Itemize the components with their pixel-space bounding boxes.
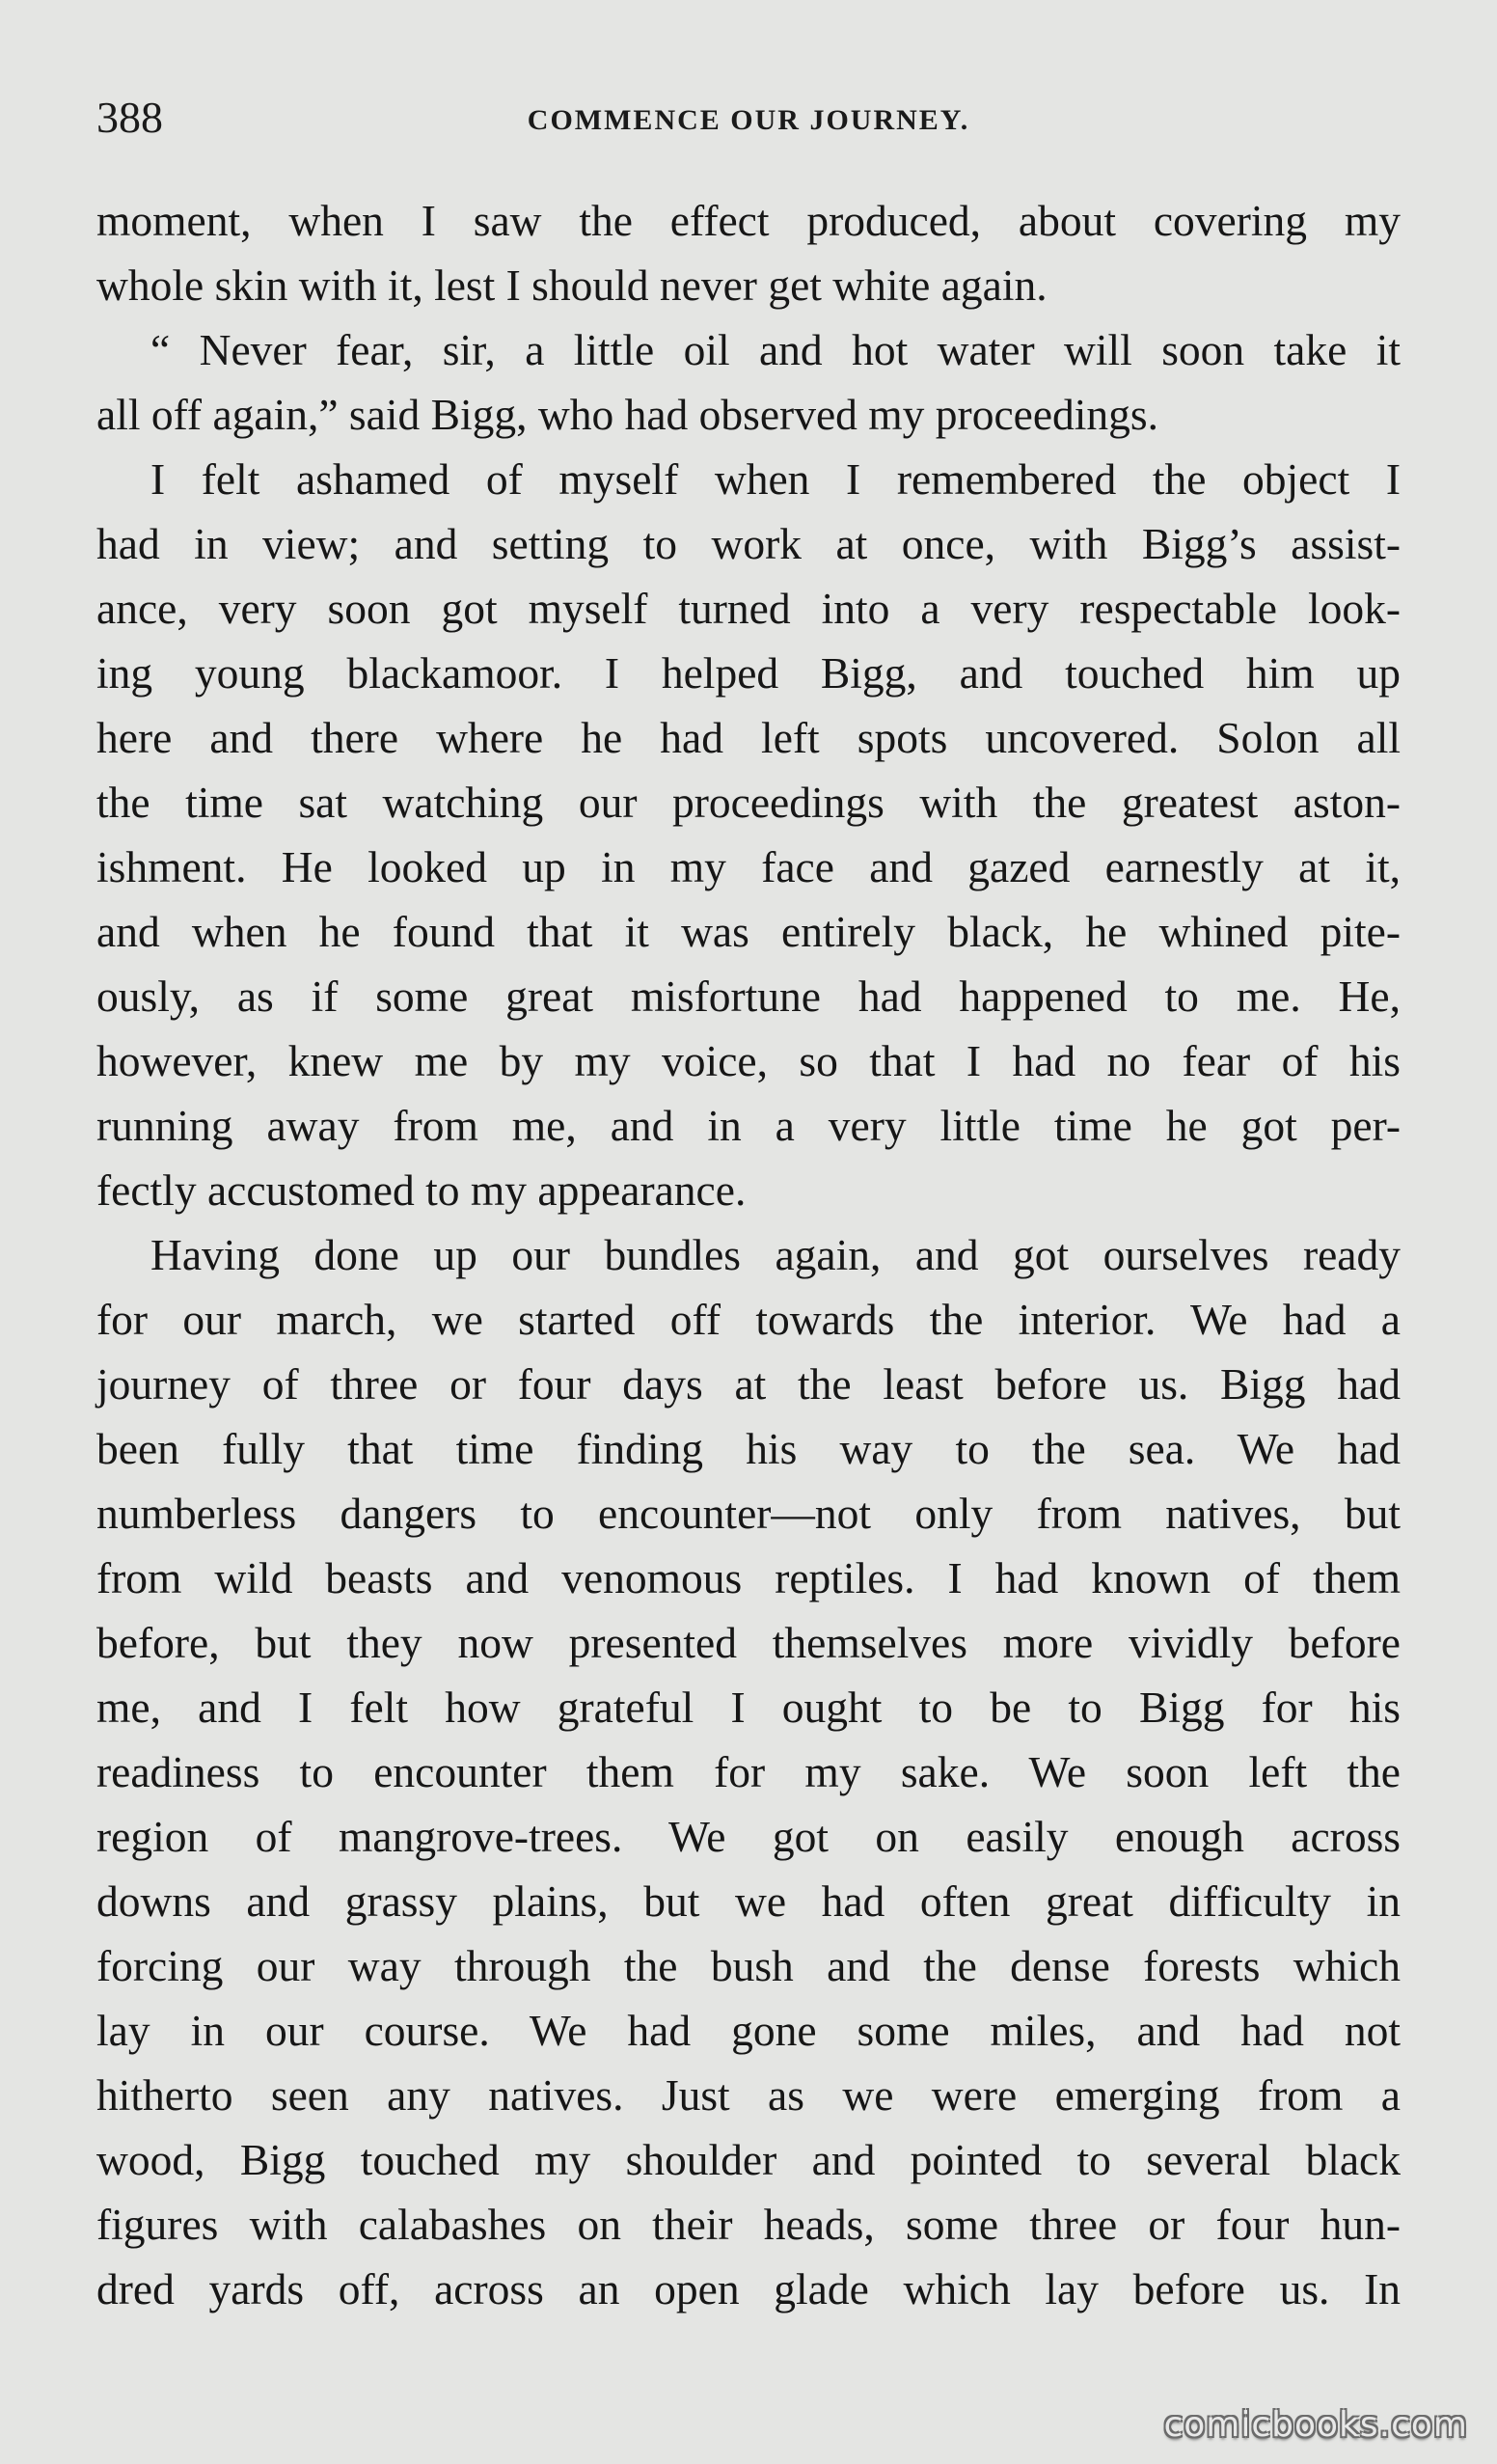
- text-line: Having done up our bundles again, and got ourselves ready: [150, 1230, 1401, 1279]
- text-line: wood, Bigg touched my shoulder and pointed to several black: [96, 2135, 1401, 2184]
- text-line: ishment. He looked up in my face and gazed earnestly at it,: [96, 842, 1401, 891]
- text-line: me, and I felt how grateful I ought to be to Bigg for his: [96, 1683, 1401, 1732]
- text-line: here and there where he had left spots uncovered. Solon all: [96, 713, 1401, 762]
- text-line: ing young blackamoor. I helped Bigg, and touched him up: [96, 648, 1401, 698]
- text-line: downs and grassy plains, but we had often great difficulty in: [96, 1876, 1401, 1926]
- paragraph: [96, 188, 1401, 317]
- text-line: numberless dangers to encounter—not only from natives, but: [96, 1489, 1401, 1538]
- text-line: hitherto seen any natives. Just as we were emerging from a: [96, 2070, 1401, 2120]
- paragraph: [96, 447, 1401, 1222]
- text-line: region of mangrove-trees. We got on easily enough across: [96, 1812, 1401, 1861]
- text-line: ance, very soon got myself turned into a very respectable look-: [96, 584, 1401, 633]
- text-line: journey of three or four days at the least before us. Bigg had: [96, 1359, 1401, 1409]
- text-line: dred yards off, across an open glade which lay before us. In: [96, 2264, 1401, 2313]
- text-line: the time sat watching our proceedings with the greatest aston-: [96, 778, 1401, 827]
- page-header: [96, 89, 1401, 156]
- text-line: I felt ashamed of myself when I remembered the object I: [150, 454, 1401, 504]
- text-line: forcing our way through the bush and the dense forests which: [96, 1941, 1401, 1990]
- text-line: figures with calabashes on their heads, some three or four hun-: [96, 2200, 1401, 2249]
- text-line: moment, when I saw the effect produced, about covering my: [96, 196, 1401, 245]
- text-line: been fully that time finding his way to the sea. We had: [96, 1424, 1401, 1473]
- text-line: lay in our course. We had gone some miles, and had not: [96, 2006, 1401, 2055]
- text-line: all off again,” said Bigg, who had observed my proceedings.: [96, 390, 1158, 439]
- paragraph: [96, 317, 1401, 447]
- text-line: “ Never fear, sir, a little oil and hot water will soon take it: [150, 325, 1401, 374]
- text-line: for our march, we started off towards the interior. We had a: [96, 1295, 1401, 1344]
- text-line: however, knew me by my voice, so that I had no fear of his: [96, 1036, 1401, 1085]
- text-line: and when he found that it was entirely black, he whined pite-: [96, 907, 1401, 956]
- running-head: COMMENCE OUR JOURNEY.: [527, 104, 970, 136]
- paragraph: [96, 1222, 1401, 2321]
- text-line: readiness to encounter them for my sake. We soon left the: [96, 1747, 1401, 1796]
- page-number: 388: [96, 93, 163, 142]
- body-text: [96, 188, 1401, 2321]
- text-line: before, but they now presented themselves more vividly before: [96, 1618, 1401, 1667]
- text-line: running away from me, and in a very little time he got per-: [96, 1101, 1401, 1150]
- text-line: fectly accustomed to my appearance.: [96, 1165, 747, 1215]
- watermark-logo: comicbooks.com: [1163, 2405, 1468, 2445]
- text-line: ously, as if some great misfortune had happened to me. He,: [96, 972, 1401, 1021]
- text-line: had in view; and setting to work at once, with Bigg’s assist-: [96, 519, 1401, 568]
- text-line: from wild beasts and venomous reptiles. I had known of them: [96, 1553, 1401, 1602]
- text-line: whole skin with it, lest I should never get white again.: [96, 260, 1048, 310]
